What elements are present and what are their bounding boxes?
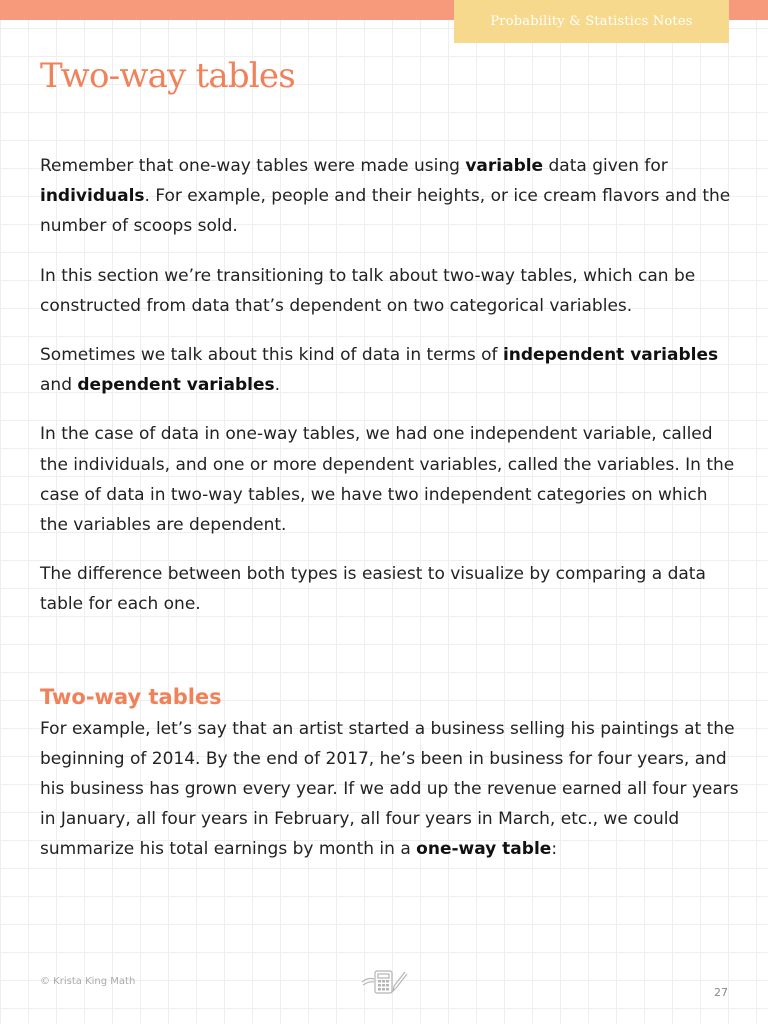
text-span: . bbox=[274, 375, 281, 396]
bold-term: variable bbox=[465, 156, 544, 176]
section-paragraph bbox=[40, 714, 740, 865]
calculator-pencil-icon bbox=[360, 966, 408, 996]
paragraph-1 bbox=[40, 151, 740, 242]
text-span: data given for bbox=[543, 156, 668, 176]
text-span: In this section we’re transitioning to talk about two-way tables, which can be constructed from data that’s dependent on two categorical variables. bbox=[40, 265, 696, 316]
text-span: . For example, people and their heights, or ice cream flavors and the number of scoops sold. bbox=[40, 186, 731, 237]
paragraph-2 bbox=[40, 261, 740, 321]
text-span: : bbox=[551, 839, 558, 860]
bold-term: one-way table bbox=[416, 839, 552, 860]
header-tab bbox=[454, 0, 729, 43]
text-span: Sometimes we talk about this kind of data in terms of bbox=[40, 345, 503, 366]
text-span: Remember that one-way tables were made using bbox=[40, 156, 466, 176]
bold-term: independent variables bbox=[502, 345, 719, 366]
header-tab-label: Probability & Statistics Notes bbox=[490, 14, 693, 29]
page-title: Two-way tables bbox=[40, 56, 295, 96]
text-span: In the case of data in one-way tables, we had one independent variable, called the individuals, and one or more dependent variables, called the variables. In the case of data in two-way tables, we have two independent categories on which the variables are dependent. bbox=[40, 424, 735, 536]
paragraph-5 bbox=[40, 559, 740, 619]
main-content bbox=[40, 151, 740, 884]
bold-term: individuals bbox=[40, 186, 145, 207]
section-heading: Two-way tables bbox=[40, 684, 222, 709]
paragraph-4 bbox=[40, 419, 740, 540]
paragraph-3 bbox=[40, 340, 740, 400]
footer-copyright: © Krista King Math bbox=[40, 976, 136, 987]
page-number: 27 bbox=[714, 986, 728, 999]
text-span: and bbox=[40, 375, 78, 396]
bold-term: dependent variables bbox=[77, 375, 275, 396]
text-span: The difference between both types is easiest to visualize by comparing a data table for each one. bbox=[40, 564, 706, 615]
text-span: For example, let’s say that an artist started a business selling his paintings at the beginning of 2014. By the end of 2017, he’s been in business for four years, and his business has grown every year. If we add up the revenue earned all four years in January, all four years in February, all four years in March, etc., we could summarize his total earnings by month in a bbox=[40, 718, 739, 860]
